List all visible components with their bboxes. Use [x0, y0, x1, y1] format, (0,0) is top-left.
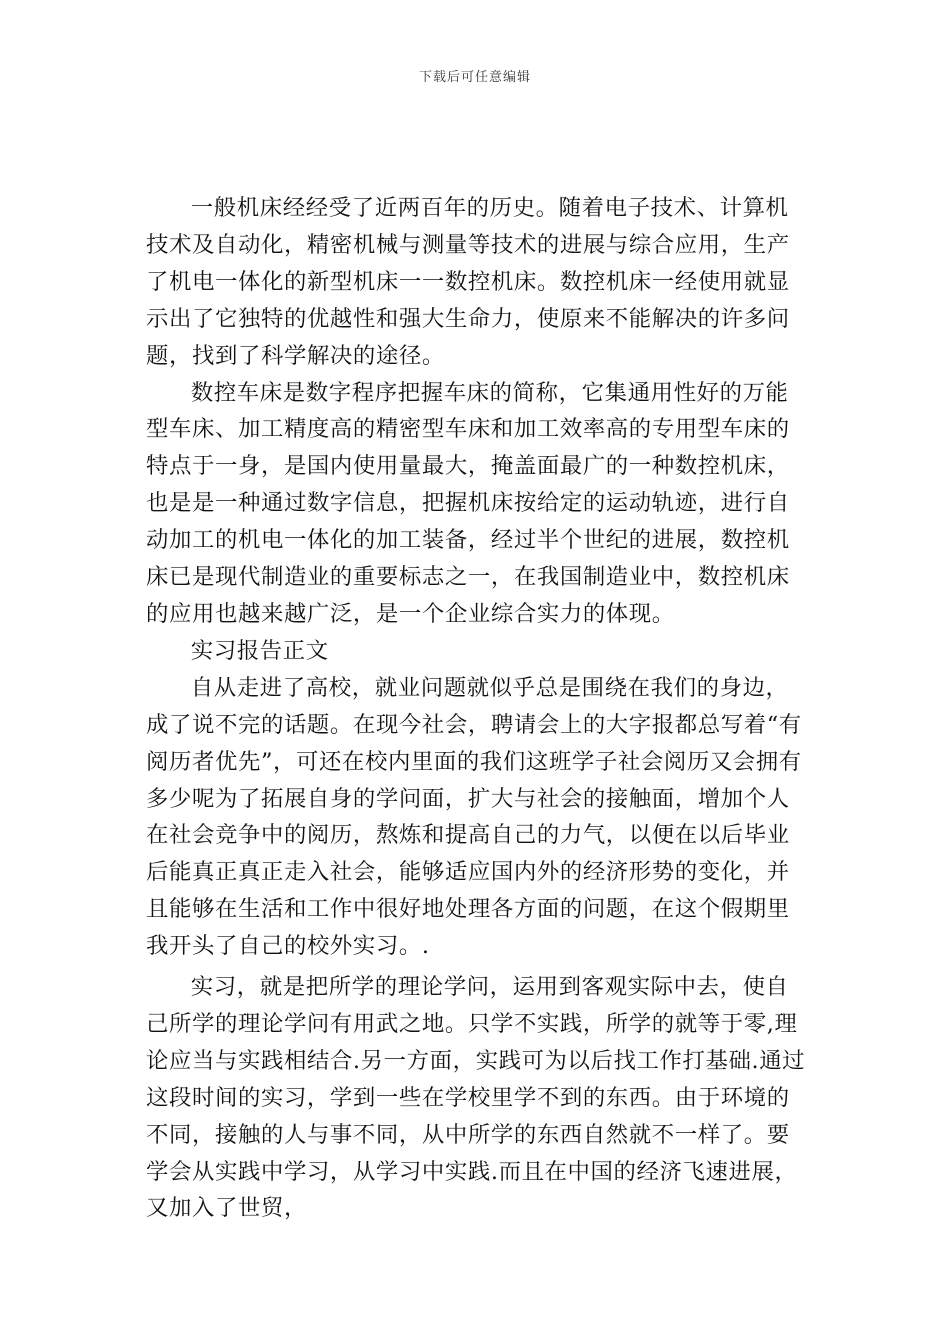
document-body	[146, 190, 810, 1227]
paragraph-intro: 一般机床经经受了近两百年的历史。随着电子技术、计算机技术及自动化，精密机械与测量等技术的进展与综合应用，生产了机电一体化的新型机床一一数控机床。数控机床一经使用就显示出了它独特的优越性和强大生命力，使原来不能解决的许多问题，找到了科学解决的途径。	[146, 195, 790, 369]
paragraph-employment: 自从走进了高校，就业问题就似乎总是围绕在我们的身边，成了说不完的话题。在现今社会，聘请会上的大字报都总写着“有阅历者优先”，可还在校内里面的我们这班学子社会阅历又会拥有多少呢为了拓展自身的学问面，扩大与社会的接触面，增加个人在社会竞争中的阅历，熬炼和提高自己的力气，以便在以后毕业后能真正真正走入社会，能够适应国内外的经济形势的变化，并且能够在生活和工作中很好地处理各方面的问题，在这个假期里我开头了自己的校外实习。.	[146, 674, 802, 960]
paragraph-internship: 实习，就是把所学的理论学问，运用到客观实际中去，使自己所学的理论学问有用武之地。只学不实践，所学的就等于零,理论应当与实践相结合.另一方面，实践可为以后找工作打基础.通过这段时间的实习，学到一些在学校里学不到的东西。由于环境的不同，接触的人与事不同，从中所学的东西自然就不一样了。要学会从实践中学习，从学习中实践.而且在中国的经济飞速进展，又加入了世贸，	[146, 974, 806, 1222]
section-heading: 实习报告正文	[190, 637, 329, 664]
header-note: 下载后可任意编辑	[418, 70, 531, 85]
paragraph-cnc-lathe: 数控车床是数字程序把握车床的简称，它集通用性好的万能型车床、加工精度高的精密型车床和加工效率高的专用型车床的特点于一身，是国内使用量最大，掩盖面最广的一种数控机床，也是是一种通过数字信息，把握机床按给定的运动轨迹，进行自动加工的机电一体化的加工装备，经过半个世纪的进展，数控机床已是现代制造业的重要标志之一，在我国制造业中，数控机床的应用也越来越广泛，是一个企业综合实力的体现。	[146, 379, 790, 627]
